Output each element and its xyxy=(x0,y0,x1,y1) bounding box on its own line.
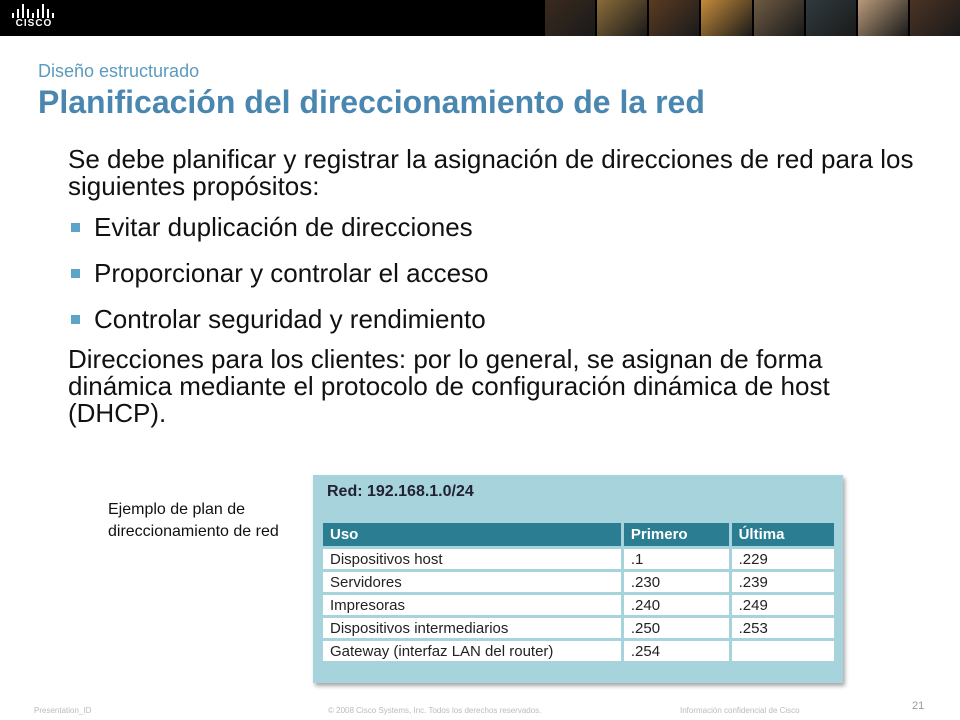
table-row xyxy=(322,548,836,571)
table-cell: Dispositivos host xyxy=(322,548,623,571)
banner-photo xyxy=(597,0,647,36)
banner-photo xyxy=(701,0,751,36)
table-cell: Servidores xyxy=(322,571,623,594)
table-cell: Gateway (interfaz LAN del router) xyxy=(322,640,623,663)
logo-wordmark: CISCO xyxy=(15,18,53,29)
square-bullet-icon xyxy=(71,269,80,278)
table-cell: .1 xyxy=(622,548,730,571)
cisco-logo xyxy=(12,4,56,32)
column-header-primero: Primero xyxy=(622,522,730,548)
table-cell: .254 xyxy=(622,640,730,663)
banner-photo xyxy=(806,0,856,36)
footer-confidential: Información confidencial de Cisco xyxy=(680,706,800,715)
bullet-item xyxy=(68,306,928,333)
banner-photo xyxy=(649,0,699,36)
addressing-plan-figure xyxy=(313,475,843,683)
table-header-row xyxy=(322,522,836,548)
banner-photo-strip xyxy=(545,0,960,36)
table-cell: Dispositivos intermediarios xyxy=(322,617,623,640)
bullet-text: Controlar seguridad y rendimiento xyxy=(94,304,486,334)
bullet-item xyxy=(68,260,928,287)
bullet-text: Evitar duplicación de direcciones xyxy=(94,212,473,242)
addressing-table xyxy=(320,520,837,664)
table-cell: .229 xyxy=(730,548,835,571)
column-header-ultima: Última xyxy=(730,522,835,548)
table-cell: .253 xyxy=(730,617,835,640)
slide-subtitle: Diseño estructurado xyxy=(38,61,200,81)
banner-photo xyxy=(545,0,595,36)
column-header-uso: Uso xyxy=(322,522,623,548)
slide-body xyxy=(68,146,928,427)
table-cell: .239 xyxy=(730,571,835,594)
bullet-text: Proporcionar y controlar el acceso xyxy=(94,258,489,288)
square-bullet-icon xyxy=(71,315,80,324)
table-cell: .249 xyxy=(730,594,835,617)
table-row xyxy=(322,617,836,640)
table-cell: .230 xyxy=(622,571,730,594)
page-number: 21 xyxy=(912,700,925,712)
table-row xyxy=(322,571,836,594)
footer-copyright: © 2008 Cisco Systems, Inc. Todos los derechos reservados. xyxy=(328,706,542,715)
table-cell: Impresoras xyxy=(322,594,623,617)
clients-paragraph: Direcciones para los clientes: por lo general, se asignan de forma dinámica mediante el protocolo de configuración dinámica de host (DHCP). xyxy=(68,344,830,428)
bullet-list xyxy=(68,214,928,333)
bullet-item xyxy=(68,214,928,241)
slide-title: Planificación del direccionamiento de la red xyxy=(38,84,705,120)
footer-presentation-id: Presentation_ID xyxy=(34,706,92,715)
banner-photo xyxy=(858,0,908,36)
square-bullet-icon xyxy=(71,223,80,232)
intro-paragraph: Se debe planificar y registrar la asignación de direcciones de red para los siguientes propósitos: xyxy=(68,144,914,201)
table-cell: .240 xyxy=(622,594,730,617)
network-label: Red: 192.168.1.0/24 xyxy=(327,483,474,500)
table-cell xyxy=(730,640,835,663)
top-banner xyxy=(0,0,960,36)
cisco-bridge-icon xyxy=(12,4,56,18)
table-row xyxy=(322,594,836,617)
table-row xyxy=(322,640,836,663)
table-cell: .250 xyxy=(622,617,730,640)
banner-photo xyxy=(754,0,804,36)
table-caption: Ejemplo de plan de direccionamiento de red xyxy=(108,501,279,540)
banner-photo xyxy=(910,0,960,36)
